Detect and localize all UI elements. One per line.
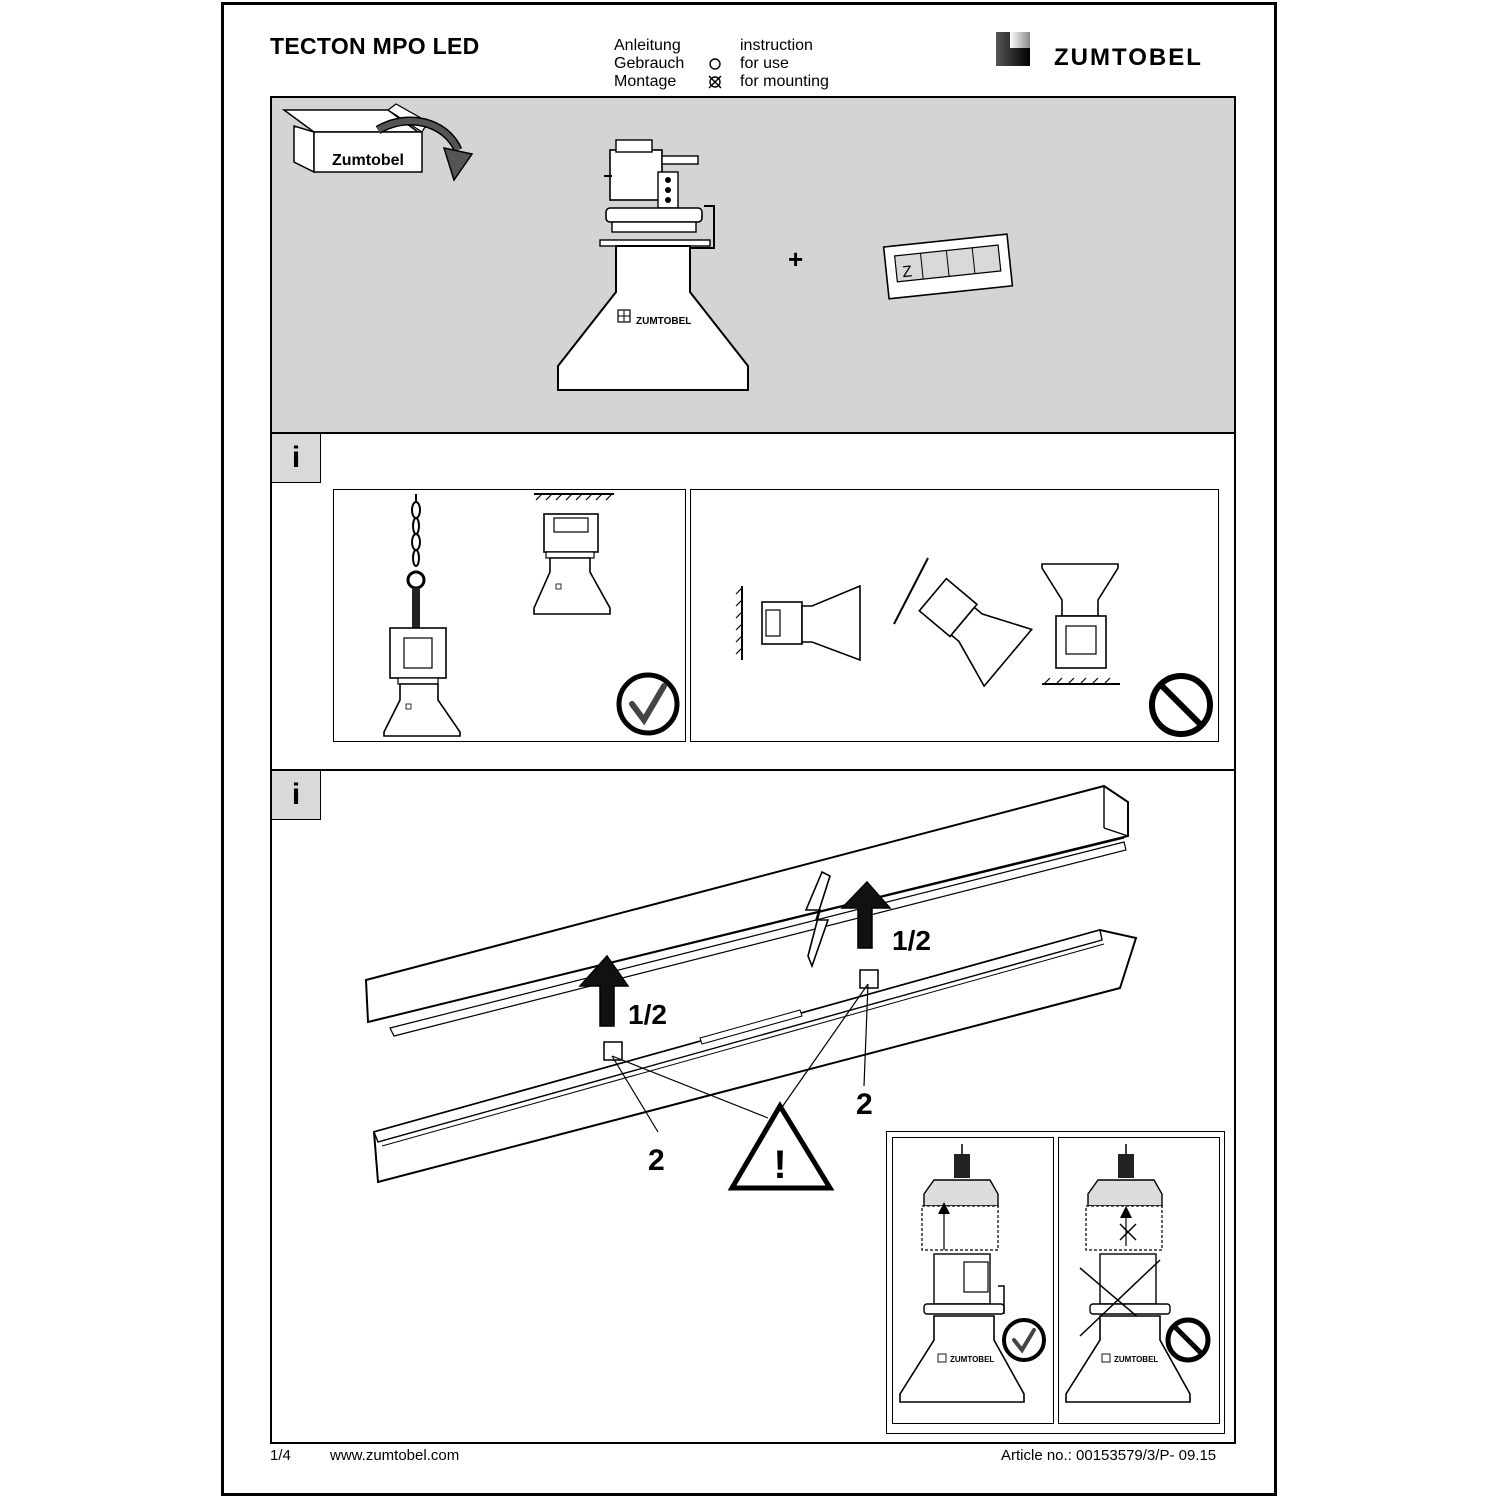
usage-mode-icons [708, 58, 724, 92]
zumtobel-logo-icon [996, 32, 1032, 68]
callout-number-left: 2 [648, 1144, 665, 1177]
header-de-1: Anleitung [614, 37, 681, 54]
header-en-2: for use [740, 55, 789, 72]
page-number: 1/4 [270, 1447, 291, 1464]
header-en-1: instruction [740, 37, 813, 54]
id-card-illustration [882, 226, 1032, 306]
wall-mounted-sideways-luminaire [736, 582, 866, 666]
angled-wall-luminaire [888, 554, 1038, 694]
inset-brand-right: ZUMTOBEL [1114, 1355, 1159, 1364]
brand-wordmark: ZUMTOBEL [1054, 44, 1203, 71]
header-german-column [614, 37, 684, 91]
plus-sign: + [788, 244, 804, 274]
luminaire-illustration [554, 136, 754, 394]
approved-check-icon [616, 672, 682, 738]
inset-brand-left: ZUMTOBEL [950, 1355, 995, 1364]
box-label: Zumtobel [332, 152, 404, 169]
header-de-2: Gebrauch [614, 55, 685, 72]
lift-label-left: 1/2 [628, 999, 667, 1030]
info-icon: i [272, 434, 321, 483]
lift-label-right: 1/2 [892, 925, 931, 956]
header-english-column [740, 37, 829, 91]
section-divider-1 [270, 432, 1236, 434]
info-icon-track: i [272, 771, 321, 820]
unpack-box-illustration [278, 102, 478, 184]
section-divider-2 [270, 769, 1236, 771]
chain-suspended-luminaire [376, 492, 476, 742]
correct-adapter-illustration [894, 1140, 1054, 1424]
upside-down-floor-luminaire [1036, 560, 1126, 690]
document-title: TECTON MPO LED [270, 33, 480, 59]
header-de-3: Montage [614, 73, 677, 90]
callout-number-right: 2 [856, 1088, 873, 1121]
header-en-3: for mounting [740, 73, 829, 90]
incorrect-adapter-illustration [1060, 1140, 1220, 1424]
article-number: Article no.: 00153579/3/P- 09.15 [1001, 1447, 1217, 1464]
ceiling-mounted-luminaire [524, 488, 624, 618]
lamp-brand-label: ZUMTOBEL [636, 316, 692, 327]
website-url: www.zumtobel.com [330, 1447, 460, 1464]
for-use-circle-icon [710, 59, 720, 69]
prohibited-icon [1148, 672, 1216, 740]
warning-icon: ! [773, 1143, 787, 1187]
card-letter: Z [901, 263, 914, 282]
